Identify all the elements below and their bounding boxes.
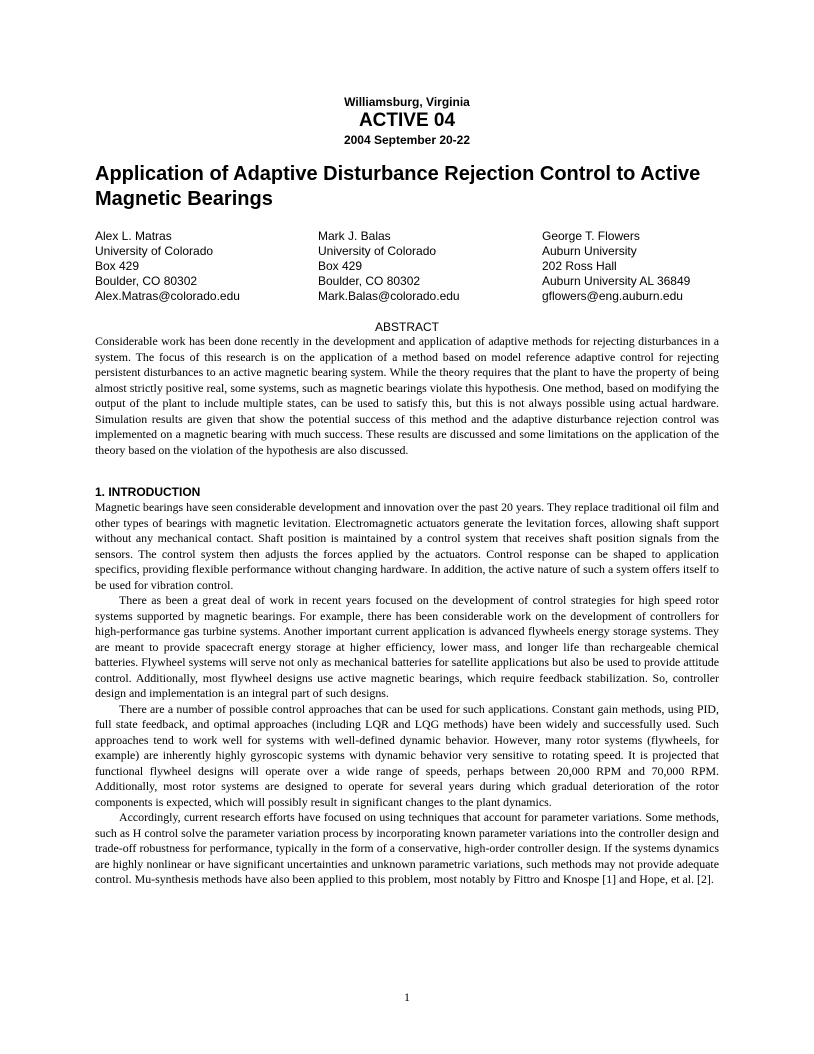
author-address-line: Auburn University AL 36849 — [542, 274, 691, 288]
conference-location: Williamsburg, Virginia — [344, 95, 470, 109]
conference-dates: 2004 September 20-22 — [343, 133, 471, 147]
author-email: Alex.Matras@colorado.edu — [95, 289, 240, 303]
author-3 — [542, 229, 690, 304]
intro-paragraph-2: There as been a great deal of work in recent years focused on the development of control strategies for high speed rotor systems supported by magnetic bearings. For example, there has been considerable work on the development of controllers for high-performance gas turbine systems. Another important current application is advanced flywheels energy storage systems. They are meant to provide spacecraft energy storage at higher efficiency, lower mass, and longer life than rechargeable chemical batteries. Flywheel systems will serve not only as mechanical batteries for satellite applications but also be used to provide attitude control. Additionally, most flywheel designs use active magnetic bearings, which require feedback stabilization. So, controller design and implementation is an integral part of such designs. — [95, 593, 719, 700]
author-2 — [318, 229, 460, 304]
intro-paragraph-3: There are a number of possible control approaches that can be used for such applications. Constant gain methods, using PID, full state feedback, and optimal approaches (including LQR and LQG methods) have been widely and successfully used. Such approaches tend to work well for systems with well-defined dynamic behavior. However, many rotor systems (flywheels, for example) are inherently highly gyroscopic systems with dynamic behavior very sensitive to rotating speed. It is projected that functional flywheel designs will operate over a wide range of speeds, perhaps between 20,000 RPM and 70,000 RPM. Additionally, most rotor systems are designed to operate for several years during which gradual deterioration of the rotor components is expected, which will possibly result in significant changes to the plant dynamics. — [95, 701, 719, 809]
introduction-body — [95, 500, 719, 888]
author-address-line: Boulder, CO 80302 — [318, 274, 421, 288]
abstract-heading: ABSTRACT — [374, 320, 439, 334]
author-1 — [95, 229, 240, 304]
section-heading-introduction: 1. INTRODUCTION — [95, 485, 201, 499]
intro-paragraph-4: Accordingly, current research efforts have focused on using techniques that account for parameter variations. Some methods, such as H control solve the parameter variation process by incorporating known parameter variations into the controller design and trade-off robustness for performance, typically in the form of a conservative, high-order controller design. If the systems dynamics are highly nonlinear or have significant uncertainties and unknown parametric variations, such methods may not provide adequate control. Mu-synthesis methods have also been applied to this problem, most notably by Fittro and Knospe [1] and Hope, et al. [2]. — [95, 810, 719, 886]
author-affiliation: University of Colorado — [318, 244, 437, 258]
abstract-text: Considerable work has been done recently in the development and application of adaptive methods for rejecting disturbances in a system. The focus of this research is on the application of a method based on model reference adaptive control for rejecting persistent disturbances to an active magnetic bearing system. While the theory requires that the plant to have the property of being almost strictly positive real, some systems, such as magnetic bearings violate this hypothesis. One method, based on modifying the output of the plant to include multiple states, can be used to satisfy this, but this is not always possible using actual hardware. Simulation results are given that show the potential success of this method and the adaptive disturbance rejection control was implemented on a magnetic bearing with much success. These results are discussed and some limitations on the application of the theory based on the violation of the hypothesis are also discussed. — [95, 334, 719, 457]
intro-paragraph-1: Magnetic bearings have seen considerable development and innovation over the past 20 years. They replace traditional oil film and other types of bearings with magnetic levitation. Electromagnetic actuators generate the levitation forces, allowing shaft support without any mechanical contact. Shaft position is maintained by a control system that receives shaft position signals from the sensors. The control system then adjusts the forces applied by the actuators. Control response can be shaped to application specifics, providing flexible performance without changing hardware. In addition, the active nature of such a system offers itself to be used for vibration control. — [95, 500, 719, 592]
author-address-line: Box 429 — [318, 259, 363, 273]
author-address-line: Boulder, CO 80302 — [95, 274, 198, 288]
author-affiliation: Auburn University — [542, 244, 637, 258]
author-block — [0, 229, 814, 309]
author-affiliation: University of Colorado — [95, 244, 214, 258]
author-address-line: 202 Ross Hall — [542, 259, 617, 273]
page-number: 1 — [404, 990, 410, 1004]
author-email: gflowers@eng.auburn.edu — [542, 289, 683, 303]
author-name: Alex L. Matras — [95, 229, 172, 243]
author-name: George T. Flowers — [542, 229, 640, 243]
conference-name: ACTIVE 04 — [358, 110, 456, 131]
author-address-line: Box 429 — [95, 259, 140, 273]
author-email: Mark.Balas@colorado.edu — [318, 289, 460, 303]
author-name: Mark J. Balas — [318, 229, 391, 243]
paper-title: Application of Adaptive Disturbance Rejection Control to Active Magnetic Bearings — [95, 163, 701, 210]
